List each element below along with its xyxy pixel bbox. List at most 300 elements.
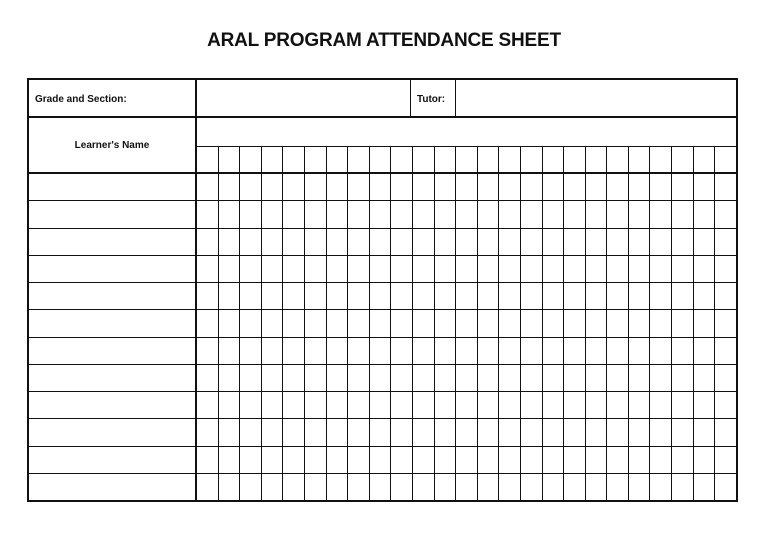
attendance-cell[interactable]	[434, 338, 456, 364]
attendance-cell[interactable]	[606, 419, 628, 445]
attendance-cell[interactable]	[520, 365, 542, 391]
attendance-cell[interactable]	[390, 256, 412, 282]
attendance-cell[interactable]	[606, 310, 628, 336]
attendance-cell[interactable]	[542, 201, 564, 227]
attendance-cell[interactable]	[218, 256, 240, 282]
attendance-cell[interactable]	[520, 229, 542, 255]
attendance-cell[interactable]	[649, 419, 671, 445]
attendance-cell[interactable]	[282, 283, 304, 309]
attendance-cell[interactable]	[563, 447, 585, 473]
date-cell[interactable]	[671, 147, 693, 172]
attendance-cell[interactable]	[498, 392, 520, 418]
attendance-cell[interactable]	[714, 419, 736, 445]
attendance-cell[interactable]	[434, 174, 456, 200]
attendance-cell[interactable]	[455, 419, 477, 445]
attendance-cell[interactable]	[369, 338, 391, 364]
attendance-cell[interactable]	[542, 283, 564, 309]
attendance-cell[interactable]	[563, 256, 585, 282]
attendance-cell[interactable]	[434, 474, 456, 500]
attendance-cell[interactable]	[347, 474, 369, 500]
attendance-cell[interactable]	[304, 474, 326, 500]
attendance-cell[interactable]	[671, 474, 693, 500]
attendance-cell[interactable]	[520, 447, 542, 473]
attendance-cell[interactable]	[369, 419, 391, 445]
attendance-cell[interactable]	[218, 310, 240, 336]
learner-name-cell[interactable]	[29, 447, 197, 473]
attendance-cell[interactable]	[326, 201, 348, 227]
attendance-cell[interactable]	[369, 365, 391, 391]
attendance-cell[interactable]	[369, 310, 391, 336]
attendance-cell[interactable]	[326, 256, 348, 282]
attendance-cell[interactable]	[693, 474, 715, 500]
attendance-cell[interactable]	[520, 310, 542, 336]
attendance-cell[interactable]	[649, 256, 671, 282]
attendance-cell[interactable]	[412, 174, 434, 200]
attendance-cell[interactable]	[606, 447, 628, 473]
grade-section-field[interactable]	[197, 80, 411, 116]
attendance-cell[interactable]	[218, 392, 240, 418]
attendance-cell[interactable]	[455, 310, 477, 336]
attendance-cell[interactable]	[304, 229, 326, 255]
date-cell[interactable]	[412, 147, 434, 172]
attendance-cell[interactable]	[390, 174, 412, 200]
attendance-cell[interactable]	[412, 283, 434, 309]
attendance-cell[interactable]	[412, 201, 434, 227]
attendance-cell[interactable]	[498, 256, 520, 282]
attendance-cell[interactable]	[369, 174, 391, 200]
date-cell[interactable]	[606, 147, 628, 172]
attendance-cell[interactable]	[563, 283, 585, 309]
attendance-cell[interactable]	[455, 201, 477, 227]
attendance-cell[interactable]	[218, 419, 240, 445]
attendance-cell[interactable]	[412, 256, 434, 282]
attendance-cell[interactable]	[520, 201, 542, 227]
attendance-cell[interactable]	[542, 392, 564, 418]
attendance-cell[interactable]	[282, 392, 304, 418]
learner-name-cell[interactable]	[29, 365, 197, 391]
attendance-cell[interactable]	[412, 419, 434, 445]
attendance-cell[interactable]	[282, 365, 304, 391]
attendance-cell[interactable]	[369, 283, 391, 309]
date-cell[interactable]	[282, 147, 304, 172]
attendance-cell[interactable]	[218, 201, 240, 227]
attendance-cell[interactable]	[218, 283, 240, 309]
date-cell[interactable]	[347, 147, 369, 172]
attendance-cell[interactable]	[455, 338, 477, 364]
attendance-cell[interactable]	[498, 283, 520, 309]
attendance-cell[interactable]	[347, 419, 369, 445]
attendance-cell[interactable]	[197, 229, 218, 255]
attendance-cell[interactable]	[498, 365, 520, 391]
date-cell[interactable]	[197, 147, 218, 172]
attendance-cell[interactable]	[606, 365, 628, 391]
attendance-cell[interactable]	[477, 419, 499, 445]
attendance-cell[interactable]	[304, 338, 326, 364]
attendance-cell[interactable]	[693, 256, 715, 282]
attendance-cell[interactable]	[197, 365, 218, 391]
attendance-cell[interactable]	[585, 283, 607, 309]
attendance-cell[interactable]	[498, 474, 520, 500]
attendance-cell[interactable]	[412, 392, 434, 418]
attendance-cell[interactable]	[261, 474, 283, 500]
attendance-cell[interactable]	[542, 419, 564, 445]
attendance-cell[interactable]	[585, 392, 607, 418]
attendance-cell[interactable]	[239, 256, 261, 282]
attendance-cell[interactable]	[282, 174, 304, 200]
attendance-cell[interactable]	[412, 229, 434, 255]
attendance-cell[interactable]	[714, 338, 736, 364]
learner-name-cell[interactable]	[29, 419, 197, 445]
attendance-cell[interactable]	[434, 229, 456, 255]
attendance-cell[interactable]	[261, 310, 283, 336]
attendance-cell[interactable]	[671, 229, 693, 255]
attendance-cell[interactable]	[671, 283, 693, 309]
attendance-cell[interactable]	[563, 174, 585, 200]
attendance-cell[interactable]	[628, 338, 650, 364]
attendance-cell[interactable]	[498, 174, 520, 200]
attendance-cell[interactable]	[347, 365, 369, 391]
attendance-cell[interactable]	[585, 338, 607, 364]
attendance-cell[interactable]	[369, 447, 391, 473]
attendance-cell[interactable]	[218, 365, 240, 391]
attendance-cell[interactable]	[347, 201, 369, 227]
attendance-cell[interactable]	[606, 174, 628, 200]
attendance-cell[interactable]	[542, 229, 564, 255]
attendance-cell[interactable]	[282, 229, 304, 255]
attendance-cell[interactable]	[261, 392, 283, 418]
attendance-cell[interactable]	[347, 447, 369, 473]
attendance-cell[interactable]	[390, 419, 412, 445]
learner-name-cell[interactable]	[29, 283, 197, 309]
attendance-cell[interactable]	[606, 256, 628, 282]
attendance-cell[interactable]	[304, 283, 326, 309]
attendance-cell[interactable]	[628, 365, 650, 391]
attendance-cell[interactable]	[693, 310, 715, 336]
attendance-cell[interactable]	[563, 365, 585, 391]
attendance-cell[interactable]	[347, 174, 369, 200]
attendance-cell[interactable]	[326, 229, 348, 255]
attendance-cell[interactable]	[649, 392, 671, 418]
attendance-cell[interactable]	[693, 392, 715, 418]
attendance-cell[interactable]	[585, 174, 607, 200]
attendance-cell[interactable]	[282, 256, 304, 282]
attendance-cell[interactable]	[239, 338, 261, 364]
attendance-cell[interactable]	[628, 283, 650, 309]
attendance-cell[interactable]	[282, 447, 304, 473]
attendance-cell[interactable]	[628, 447, 650, 473]
attendance-cell[interactable]	[434, 365, 456, 391]
attendance-cell[interactable]	[606, 229, 628, 255]
attendance-cell[interactable]	[585, 256, 607, 282]
attendance-cell[interactable]	[197, 447, 218, 473]
attendance-cell[interactable]	[714, 310, 736, 336]
attendance-cell[interactable]	[477, 174, 499, 200]
attendance-cell[interactable]	[649, 338, 671, 364]
attendance-cell[interactable]	[197, 283, 218, 309]
attendance-cell[interactable]	[369, 201, 391, 227]
date-cell[interactable]	[261, 147, 283, 172]
attendance-cell[interactable]	[563, 229, 585, 255]
attendance-cell[interactable]	[477, 201, 499, 227]
attendance-cell[interactable]	[520, 392, 542, 418]
attendance-cell[interactable]	[628, 474, 650, 500]
attendance-cell[interactable]	[390, 474, 412, 500]
attendance-cell[interactable]	[585, 229, 607, 255]
attendance-cell[interactable]	[347, 283, 369, 309]
attendance-cell[interactable]	[304, 447, 326, 473]
attendance-cell[interactable]	[477, 229, 499, 255]
attendance-cell[interactable]	[239, 174, 261, 200]
date-cell[interactable]	[477, 147, 499, 172]
attendance-cell[interactable]	[455, 229, 477, 255]
attendance-cell[interactable]	[261, 283, 283, 309]
date-cell[interactable]	[693, 147, 715, 172]
attendance-cell[interactable]	[197, 419, 218, 445]
attendance-cell[interactable]	[693, 447, 715, 473]
attendance-cell[interactable]	[434, 419, 456, 445]
attendance-cell[interactable]	[520, 419, 542, 445]
attendance-cell[interactable]	[282, 338, 304, 364]
attendance-cell[interactable]	[671, 419, 693, 445]
attendance-cell[interactable]	[693, 365, 715, 391]
attendance-cell[interactable]	[477, 365, 499, 391]
attendance-cell[interactable]	[239, 392, 261, 418]
learner-name-cell[interactable]	[29, 201, 197, 227]
date-cell[interactable]	[498, 147, 520, 172]
attendance-cell[interactable]	[671, 365, 693, 391]
attendance-cell[interactable]	[239, 201, 261, 227]
attendance-cell[interactable]	[606, 201, 628, 227]
attendance-cell[interactable]	[390, 365, 412, 391]
attendance-cell[interactable]	[477, 283, 499, 309]
attendance-cell[interactable]	[542, 474, 564, 500]
attendance-cell[interactable]	[477, 256, 499, 282]
attendance-cell[interactable]	[261, 256, 283, 282]
attendance-cell[interactable]	[239, 474, 261, 500]
attendance-cell[interactable]	[671, 201, 693, 227]
attendance-cell[interactable]	[197, 256, 218, 282]
attendance-cell[interactable]	[542, 310, 564, 336]
attendance-cell[interactable]	[606, 474, 628, 500]
attendance-cell[interactable]	[347, 256, 369, 282]
attendance-cell[interactable]	[671, 310, 693, 336]
attendance-cell[interactable]	[477, 392, 499, 418]
attendance-cell[interactable]	[390, 201, 412, 227]
attendance-cell[interactable]	[455, 392, 477, 418]
attendance-cell[interactable]	[326, 174, 348, 200]
attendance-cell[interactable]	[628, 174, 650, 200]
attendance-cell[interactable]	[714, 283, 736, 309]
attendance-cell[interactable]	[434, 283, 456, 309]
attendance-cell[interactable]	[304, 365, 326, 391]
attendance-cell[interactable]	[412, 474, 434, 500]
attendance-cell[interactable]	[628, 256, 650, 282]
attendance-cell[interactable]	[649, 310, 671, 336]
attendance-cell[interactable]	[239, 365, 261, 391]
attendance-cell[interactable]	[563, 474, 585, 500]
attendance-cell[interactable]	[542, 447, 564, 473]
attendance-cell[interactable]	[282, 310, 304, 336]
attendance-cell[interactable]	[218, 174, 240, 200]
attendance-cell[interactable]	[649, 283, 671, 309]
attendance-cell[interactable]	[304, 310, 326, 336]
attendance-cell[interactable]	[390, 338, 412, 364]
attendance-cell[interactable]	[197, 201, 218, 227]
attendance-cell[interactable]	[585, 365, 607, 391]
attendance-cell[interactable]	[434, 201, 456, 227]
date-cell[interactable]	[390, 147, 412, 172]
attendance-cell[interactable]	[542, 338, 564, 364]
attendance-cell[interactable]	[649, 229, 671, 255]
attendance-cell[interactable]	[347, 338, 369, 364]
attendance-cell[interactable]	[498, 229, 520, 255]
attendance-cell[interactable]	[585, 447, 607, 473]
attendance-cell[interactable]	[261, 201, 283, 227]
attendance-cell[interactable]	[649, 201, 671, 227]
attendance-cell[interactable]	[714, 201, 736, 227]
attendance-cell[interactable]	[520, 283, 542, 309]
attendance-cell[interactable]	[326, 447, 348, 473]
attendance-cell[interactable]	[563, 310, 585, 336]
learner-name-cell[interactable]	[29, 310, 197, 336]
date-cell[interactable]	[434, 147, 456, 172]
attendance-cell[interactable]	[714, 229, 736, 255]
attendance-cell[interactable]	[520, 474, 542, 500]
attendance-cell[interactable]	[434, 310, 456, 336]
attendance-cell[interactable]	[649, 365, 671, 391]
attendance-cell[interactable]	[326, 365, 348, 391]
attendance-cell[interactable]	[606, 392, 628, 418]
attendance-cell[interactable]	[477, 447, 499, 473]
attendance-cell[interactable]	[628, 201, 650, 227]
attendance-cell[interactable]	[649, 447, 671, 473]
attendance-cell[interactable]	[714, 447, 736, 473]
attendance-cell[interactable]	[714, 474, 736, 500]
attendance-cell[interactable]	[434, 256, 456, 282]
attendance-cell[interactable]	[520, 338, 542, 364]
attendance-cell[interactable]	[693, 174, 715, 200]
attendance-cell[interactable]	[520, 256, 542, 282]
attendance-cell[interactable]	[412, 447, 434, 473]
attendance-cell[interactable]	[304, 174, 326, 200]
attendance-cell[interactable]	[434, 392, 456, 418]
attendance-cell[interactable]	[369, 229, 391, 255]
attendance-cell[interactable]	[304, 419, 326, 445]
attendance-cell[interactable]	[585, 201, 607, 227]
date-cell[interactable]	[563, 147, 585, 172]
attendance-cell[interactable]	[714, 256, 736, 282]
attendance-cell[interactable]	[390, 229, 412, 255]
attendance-cell[interactable]	[455, 365, 477, 391]
attendance-cell[interactable]	[477, 310, 499, 336]
attendance-cell[interactable]	[671, 392, 693, 418]
attendance-cell[interactable]	[347, 392, 369, 418]
attendance-cell[interactable]	[239, 310, 261, 336]
attendance-cell[interactable]	[714, 392, 736, 418]
attendance-cell[interactable]	[563, 201, 585, 227]
date-cell[interactable]	[369, 147, 391, 172]
attendance-cell[interactable]	[390, 283, 412, 309]
attendance-cell[interactable]	[477, 474, 499, 500]
attendance-cell[interactable]	[412, 310, 434, 336]
attendance-cell[interactable]	[542, 174, 564, 200]
attendance-cell[interactable]	[261, 447, 283, 473]
attendance-cell[interactable]	[585, 474, 607, 500]
attendance-cell[interactable]	[628, 392, 650, 418]
attendance-cell[interactable]	[304, 392, 326, 418]
attendance-cell[interactable]	[326, 392, 348, 418]
attendance-cell[interactable]	[326, 283, 348, 309]
attendance-cell[interactable]	[261, 229, 283, 255]
attendance-cell[interactable]	[498, 419, 520, 445]
attendance-cell[interactable]	[520, 174, 542, 200]
date-cell[interactable]	[239, 147, 261, 172]
attendance-cell[interactable]	[326, 474, 348, 500]
attendance-cell[interactable]	[649, 474, 671, 500]
attendance-cell[interactable]	[563, 392, 585, 418]
attendance-cell[interactable]	[542, 365, 564, 391]
attendance-cell[interactable]	[498, 310, 520, 336]
attendance-cell[interactable]	[412, 338, 434, 364]
learner-name-cell[interactable]	[29, 256, 197, 282]
attendance-cell[interactable]	[434, 447, 456, 473]
attendance-cell[interactable]	[218, 338, 240, 364]
attendance-cell[interactable]	[197, 174, 218, 200]
attendance-cell[interactable]	[412, 365, 434, 391]
attendance-cell[interactable]	[455, 174, 477, 200]
date-cell[interactable]	[628, 147, 650, 172]
attendance-cell[interactable]	[498, 201, 520, 227]
attendance-cell[interactable]	[714, 174, 736, 200]
attendance-cell[interactable]	[693, 201, 715, 227]
attendance-cell[interactable]	[455, 256, 477, 282]
learner-name-cell[interactable]	[29, 392, 197, 418]
attendance-cell[interactable]	[693, 419, 715, 445]
attendance-cell[interactable]	[261, 338, 283, 364]
attendance-cell[interactable]	[197, 474, 218, 500]
attendance-cell[interactable]	[261, 174, 283, 200]
attendance-cell[interactable]	[542, 256, 564, 282]
learner-name-cell[interactable]	[29, 229, 197, 255]
attendance-cell[interactable]	[498, 338, 520, 364]
date-cell[interactable]	[714, 147, 736, 172]
attendance-cell[interactable]	[261, 419, 283, 445]
date-cell[interactable]	[585, 147, 607, 172]
attendance-cell[interactable]	[714, 365, 736, 391]
attendance-cell[interactable]	[282, 201, 304, 227]
attendance-cell[interactable]	[239, 229, 261, 255]
attendance-cell[interactable]	[455, 474, 477, 500]
attendance-cell[interactable]	[197, 392, 218, 418]
attendance-cell[interactable]	[390, 447, 412, 473]
attendance-cell[interactable]	[326, 338, 348, 364]
attendance-cell[interactable]	[671, 447, 693, 473]
attendance-cell[interactable]	[218, 229, 240, 255]
attendance-cell[interactable]	[282, 419, 304, 445]
attendance-cell[interactable]	[649, 174, 671, 200]
attendance-cell[interactable]	[671, 338, 693, 364]
attendance-cell[interactable]	[628, 419, 650, 445]
attendance-cell[interactable]	[197, 338, 218, 364]
attendance-cell[interactable]	[455, 283, 477, 309]
attendance-cell[interactable]	[261, 365, 283, 391]
attendance-cell[interactable]	[304, 256, 326, 282]
tutor-field[interactable]	[456, 80, 736, 116]
attendance-cell[interactable]	[693, 283, 715, 309]
attendance-cell[interactable]	[326, 310, 348, 336]
attendance-cell[interactable]	[369, 256, 391, 282]
attendance-cell[interactable]	[347, 310, 369, 336]
